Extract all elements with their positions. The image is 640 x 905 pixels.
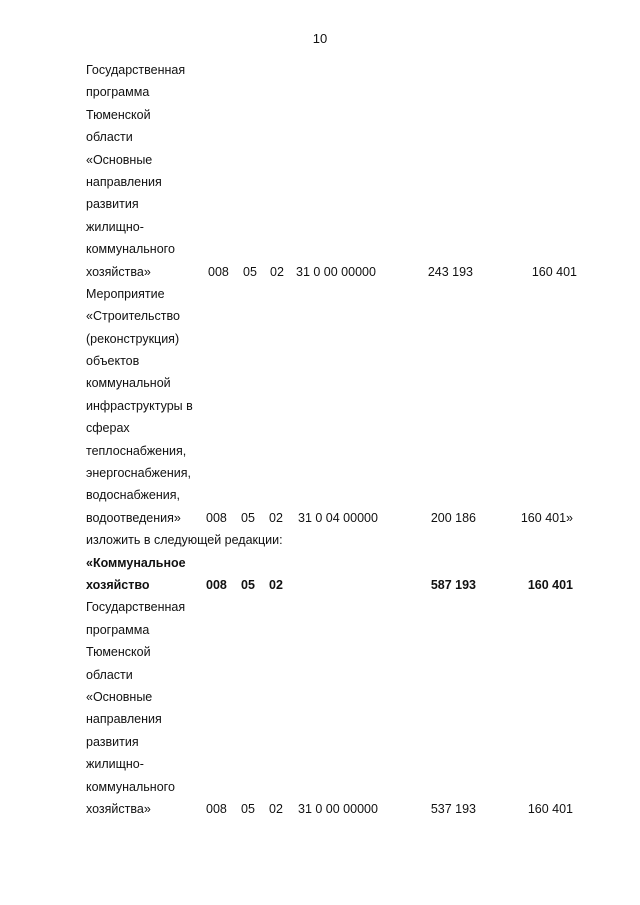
- program-name-line: программа: [86, 622, 150, 637]
- row-name: хозяйства»: [86, 264, 151, 279]
- program-name-line: коммунального: [86, 779, 175, 794]
- subsection-code: 02: [269, 510, 283, 525]
- measure-name-line: теплоснабжения,: [86, 443, 187, 458]
- measure-name-line: водоснабжения,: [86, 488, 180, 503]
- subsection-code: 02: [270, 264, 284, 279]
- measure-name-line: энергоснабжения,: [86, 466, 191, 481]
- amount-1: 537 193: [430, 801, 476, 816]
- target-article-code: 31 0 00 00000: [298, 801, 378, 816]
- row-name: хозяйство: [86, 577, 150, 592]
- measure-name-line: (реконструкция): [86, 331, 180, 346]
- program-name-line: области: [86, 130, 133, 145]
- table-row: [86, 507, 586, 529]
- program-name-line: коммунального: [86, 242, 175, 257]
- program-name-line: программа: [86, 85, 150, 100]
- admin-code: 008: [206, 577, 227, 592]
- table-row: [86, 261, 586, 283]
- amount-1: 243 193: [427, 264, 473, 279]
- measure-name-line: Мероприятие: [86, 286, 165, 301]
- amendment-instruction: изложить в следующей редакции:: [86, 533, 283, 548]
- program-name-line: развития: [86, 197, 139, 212]
- subsection-code: 02: [269, 577, 283, 592]
- measure-name-line: сферах: [86, 421, 130, 436]
- amount-2: 160 401»: [520, 510, 573, 525]
- measure-name-line: инфраструктуры в: [86, 398, 193, 413]
- program-block-old: [86, 59, 586, 283]
- page-number: 10: [312, 31, 328, 46]
- section-block-new: [86, 552, 586, 597]
- admin-code: 008: [206, 801, 227, 816]
- amount-2: 160 401: [531, 264, 577, 279]
- program-name-line: направления: [86, 174, 162, 189]
- measure-block-old: [86, 283, 586, 529]
- row-name: хозяйства»: [86, 801, 151, 816]
- program-name-line: Тюменской: [86, 107, 151, 122]
- section-code: 05: [241, 577, 255, 592]
- admin-code: 008: [208, 264, 229, 279]
- program-name-line: Тюменской: [86, 645, 151, 660]
- row-name: водоотведения»: [86, 510, 181, 525]
- subsection-code: 02: [269, 801, 283, 816]
- program-name-line: жилищно-: [86, 757, 144, 772]
- measure-name-line: коммунальной: [86, 376, 171, 391]
- program-name-line: «Основные: [86, 689, 153, 704]
- amount-1: 587 193: [430, 577, 476, 592]
- section-code: 05: [243, 264, 257, 279]
- program-block-new: [86, 596, 586, 820]
- table-row: [86, 574, 586, 596]
- admin-code: 008: [206, 510, 227, 525]
- program-name-line: Государственная: [86, 63, 186, 77]
- table-row: [86, 798, 586, 820]
- program-name-line: области: [86, 667, 133, 682]
- measure-name-line: «Строительство: [86, 309, 180, 324]
- program-name-line: «Основные: [86, 152, 153, 167]
- program-name-line: жилищно-: [86, 219, 144, 234]
- amount-1: 200 186: [430, 510, 476, 525]
- program-name-line: Государственная: [86, 600, 186, 615]
- section-code: 05: [241, 801, 255, 816]
- target-article-code: 31 0 04 00000: [298, 510, 378, 525]
- section-name-line: «Коммунальное: [86, 555, 186, 570]
- program-name-line: направления: [86, 712, 162, 727]
- program-name-line: развития: [86, 734, 139, 749]
- target-article-code: 31 0 00 00000: [296, 264, 376, 279]
- amount-2: 160 401: [527, 801, 573, 816]
- amount-2: 160 401: [527, 577, 573, 592]
- section-code: 05: [241, 510, 255, 525]
- budget-amendment-table: [86, 59, 586, 820]
- measure-name-line: объектов: [86, 354, 140, 369]
